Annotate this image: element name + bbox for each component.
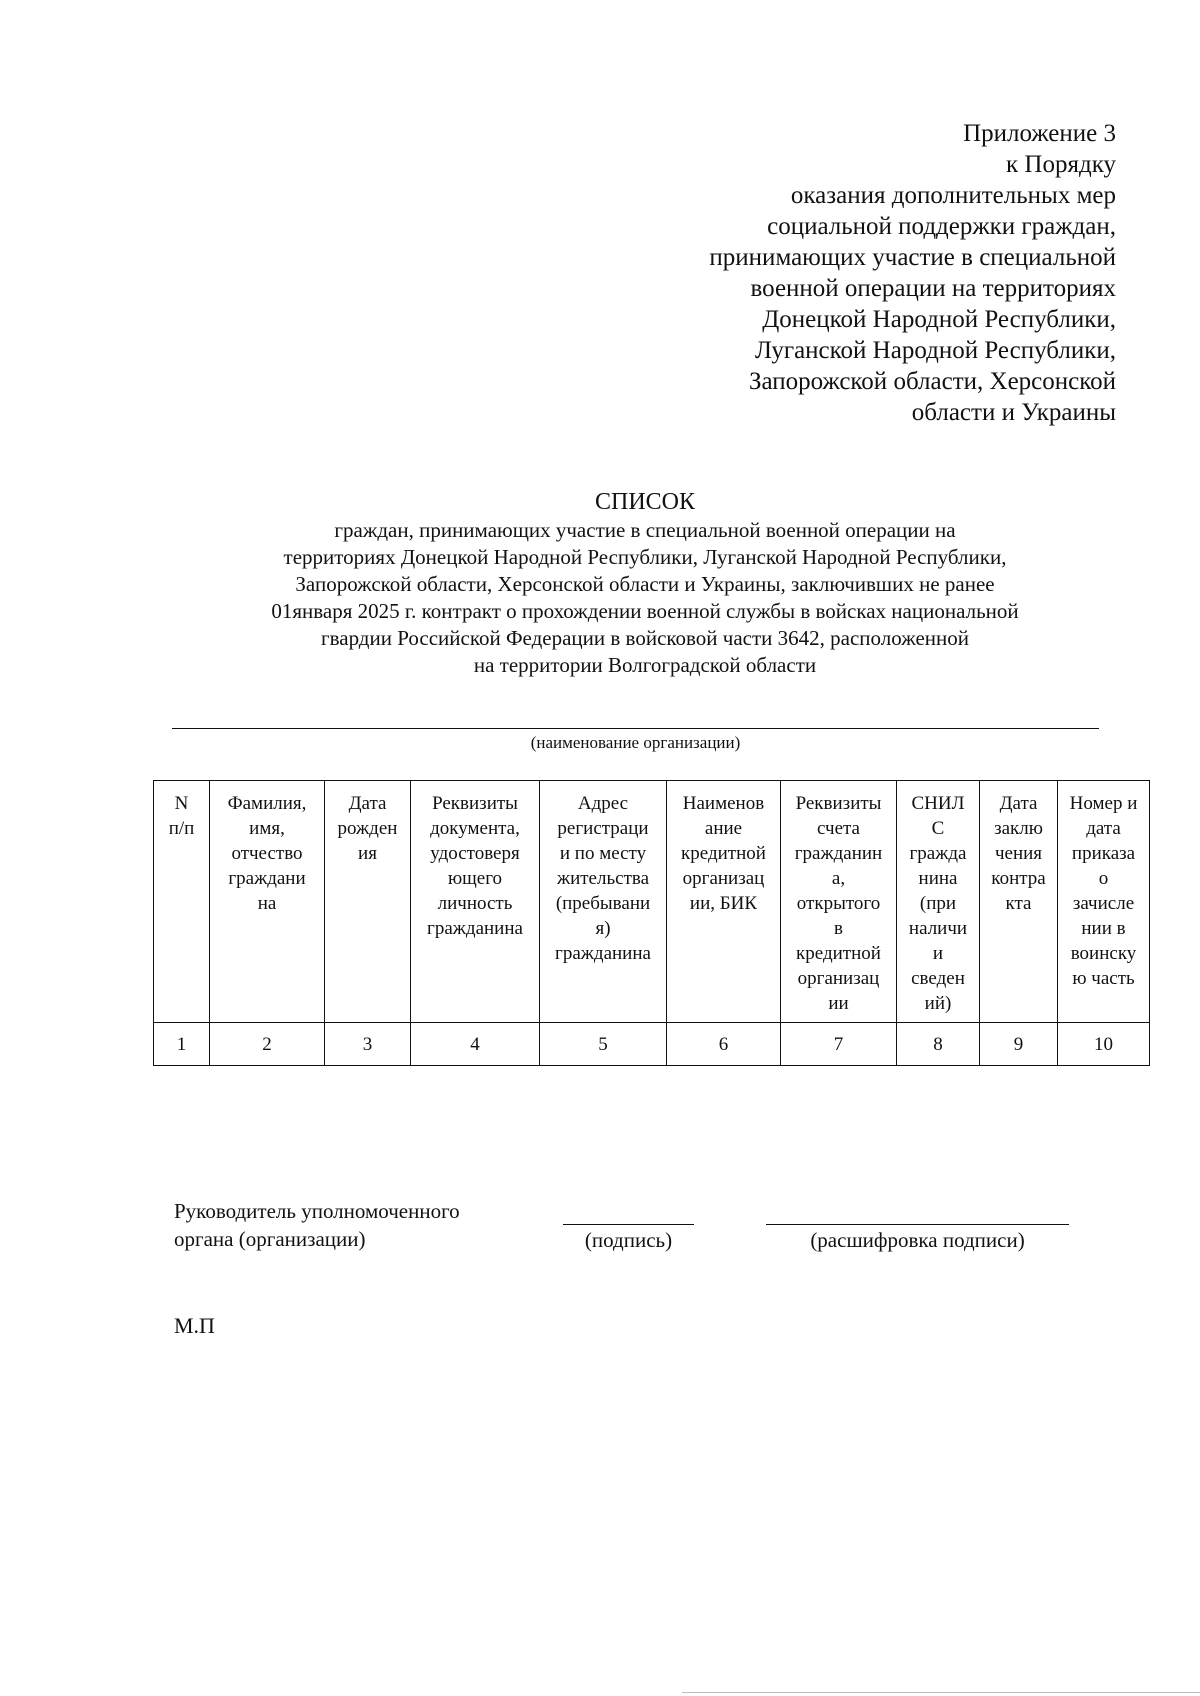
column-header-text: ание — [704, 818, 743, 839]
signer-line: органа (организации) — [174, 1227, 366, 1251]
column-header-text: заклю — [994, 818, 1043, 839]
column-header-text: кредитной — [681, 843, 766, 864]
column-header-8 — [897, 781, 980, 1023]
column-header-1 — [154, 781, 210, 1023]
title-line: Запорожской области, Херсонской области и Украины, заключивших не ранее — [295, 572, 995, 596]
column-header-text: счета — [816, 818, 860, 839]
title-line: граждан, принимающих участие в специальной военной операции на — [334, 518, 956, 542]
organization-caption: (наименование организации) — [530, 733, 741, 752]
column-header-text: и по месту — [559, 843, 647, 864]
column-header-2 — [210, 781, 325, 1023]
column-header-text: контра — [991, 868, 1046, 889]
column-header-text: кредитной — [796, 943, 881, 964]
column-header-text: документа, — [430, 818, 520, 839]
column-header-text: личность — [437, 893, 513, 914]
table-number-row — [154, 1023, 1150, 1066]
column-header-text: С — [931, 818, 945, 839]
title-line: территориях Донецкой Народной Республики, Луганской Народной Республики, — [283, 545, 1007, 569]
column-header-text: удостоверя — [430, 843, 520, 864]
column-number-cell: 8 — [897, 1023, 980, 1066]
title-line: гвардии Российской Федерации в войсковой части 3642, расположенной — [321, 626, 969, 650]
appendix-line: к Порядку — [1006, 151, 1116, 178]
column-header-text: дата — [1086, 818, 1121, 839]
column-header-text: ий) — [924, 993, 952, 1014]
signature-blank-line — [563, 1224, 694, 1225]
appendix-line: области и Украины — [911, 399, 1116, 426]
column-number-cell: 6 — [667, 1023, 781, 1066]
signature-decode-blank-line — [766, 1224, 1069, 1225]
column-header-10 — [1058, 781, 1150, 1023]
appendix-line: Запорожской области, Херсонской — [748, 368, 1116, 395]
column-number-cell: 1 — [154, 1023, 210, 1066]
column-header-text: ии — [828, 993, 849, 1014]
column-header-text: гражданина — [555, 943, 651, 964]
column-header-text: N — [174, 793, 189, 814]
column-header-text: сведен — [911, 968, 965, 989]
appendix-line: оказания дополнительных мер — [790, 182, 1116, 209]
column-header-3 — [325, 781, 411, 1023]
column-header-text: организац — [797, 968, 880, 989]
column-header-text: чения — [994, 843, 1043, 864]
table-header-row — [154, 781, 1150, 1023]
column-header-text: гражданин — [794, 843, 883, 864]
column-header-text: (при — [919, 893, 957, 914]
signature-caption: (подпись) — [584, 1228, 673, 1252]
column-header-text: (пребывани — [555, 893, 651, 914]
document-title — [0, 487, 1200, 679]
column-header-text: организац — [682, 868, 765, 889]
appendix-block — [596, 118, 1116, 428]
title-line: 01января 2025 г. контракт о прохождении военной службы в войсках национальной — [271, 599, 1019, 623]
column-header-text: Адрес — [577, 793, 629, 814]
signer-title — [174, 1197, 460, 1253]
column-header-text: воинску — [1070, 943, 1137, 964]
appendix-line: Луганской Народной Республики, — [755, 337, 1116, 364]
column-number-cell: 5 — [540, 1023, 667, 1066]
column-header-text: и — [932, 943, 944, 964]
appendix-line: социальной поддержки граждан, — [767, 213, 1116, 240]
column-header-text: кта — [1005, 893, 1032, 914]
title-line: на территории Волгоградской области — [473, 653, 817, 677]
column-header-text: на — [257, 893, 277, 914]
column-header-text: жительства — [556, 868, 650, 889]
column-number-cell: 10 — [1058, 1023, 1150, 1066]
column-header-text: Реквизиты — [795, 793, 882, 814]
column-header-text: нии в — [1081, 918, 1126, 939]
title-word: СПИСОК — [594, 489, 696, 515]
citizens-table — [153, 780, 1150, 1066]
column-header-text: открытого — [796, 893, 881, 914]
stamp-place-label: М.П — [174, 1313, 215, 1338]
column-number-cell: 4 — [411, 1023, 540, 1066]
appendix-line: принимающих участие в специальной — [709, 244, 1116, 271]
column-header-text: Фамилия, — [227, 793, 307, 814]
column-header-6 — [667, 781, 781, 1023]
column-header-text: п/п — [168, 818, 195, 839]
column-number-cell: 2 — [210, 1023, 325, 1066]
column-header-text: ии, БИК — [689, 893, 758, 914]
appendix-line: военной операции на территориях — [750, 275, 1116, 302]
column-header-text: рожден — [337, 818, 398, 839]
column-number-cell: 3 — [325, 1023, 411, 1066]
column-header-text: регистраци — [557, 818, 649, 839]
column-header-text: о — [1098, 868, 1109, 889]
column-header-5 — [540, 781, 667, 1023]
column-header-text: Наименов — [682, 793, 765, 814]
column-header-text: СНИЛ — [911, 793, 965, 814]
appendix-line: Донецкой Народной Республики, — [762, 306, 1116, 333]
column-header-text: приказа — [1071, 843, 1136, 864]
column-header-text: наличи — [908, 918, 968, 939]
column-header-text: а, — [831, 868, 846, 889]
column-number-cell: 7 — [781, 1023, 897, 1066]
column-header-text: ю часть — [1072, 968, 1135, 989]
column-header-text: отчество — [231, 843, 303, 864]
column-header-text: гражданина — [427, 918, 523, 939]
column-header-text: Реквизиты — [432, 793, 518, 814]
column-header-text: я) — [595, 918, 611, 939]
bottom-divider — [682, 1692, 1200, 1693]
column-header-text: имя, — [249, 818, 285, 839]
column-header-text: ющего — [447, 868, 503, 889]
column-header-text: Номер и — [1069, 793, 1138, 814]
signer-line: Руководитель уполномоченного — [174, 1199, 460, 1223]
column-header-text: нина — [918, 868, 958, 889]
column-header-text: Дата — [348, 793, 387, 814]
column-header-text: Дата — [999, 793, 1038, 814]
column-header-text: зачисле — [1072, 893, 1135, 914]
column-header-text: гражда — [909, 843, 967, 864]
column-header-9 — [980, 781, 1058, 1023]
column-header-text: ия — [358, 843, 377, 864]
signature-decode-caption: (расшифровка подписи) — [810, 1228, 1025, 1252]
column-header-7 — [781, 781, 897, 1023]
column-number-cell: 9 — [980, 1023, 1058, 1066]
column-header-4 — [411, 781, 540, 1023]
appendix-line: Приложение 3 — [963, 120, 1116, 147]
column-header-text: в — [834, 918, 843, 939]
organization-blank-line — [172, 728, 1099, 729]
column-header-text: граждани — [228, 868, 306, 889]
